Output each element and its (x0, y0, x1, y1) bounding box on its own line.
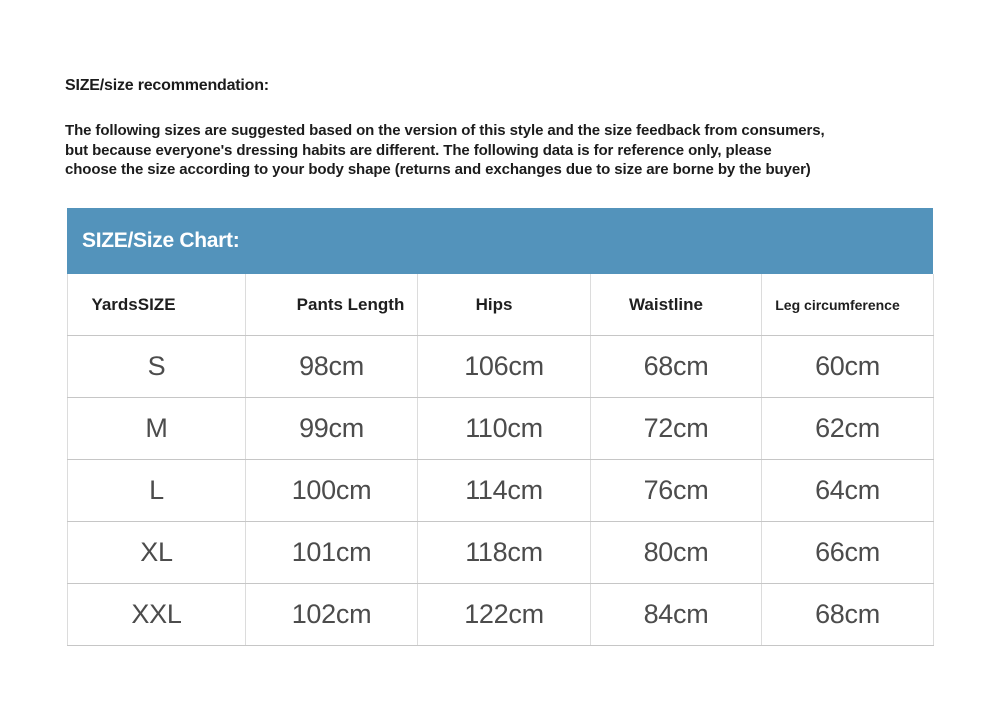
size-chart-table (67, 274, 934, 646)
table-header-row (68, 274, 934, 336)
column-header-size: YardsSIZE (68, 274, 246, 336)
hips-cell: 106cm (418, 336, 591, 398)
waistline-cell: 84cm (591, 584, 762, 646)
size-chart-title: SIZE/Size Chart: (82, 229, 240, 252)
recommendation-line-3: choose the size according to your body shape (returns and exchanges due to size are borne by the buyer) (65, 161, 811, 178)
column-header-waistline: Waistline (591, 274, 762, 336)
size-chart-banner (67, 208, 933, 274)
waistline-cell: 68cm (591, 336, 762, 398)
recommendation-paragraph (65, 121, 825, 180)
recommendation-line-1: The following sizes are suggested based on the version of this style and the size feedback from consumers, (65, 122, 825, 139)
size-cell: XXL (68, 584, 246, 646)
size-cell: XL (68, 522, 246, 584)
table-row-m (68, 398, 934, 460)
pants-length-cell: 98cm (246, 336, 418, 398)
pants-length-cell: 99cm (246, 398, 418, 460)
leg-circumference-cell: 60cm (762, 336, 934, 398)
pants-length-cell: 101cm (246, 522, 418, 584)
recommendation-line-2: but because everyone's dressing habits are different. The following data is for reference only, please (65, 141, 772, 159)
column-header-leg-circumference: Leg circumference (762, 274, 934, 336)
table-row-l (68, 460, 934, 522)
size-cell: L (68, 460, 246, 522)
table-row-xl (68, 522, 934, 584)
waistline-cell: 76cm (591, 460, 762, 522)
size-cell: S (68, 336, 246, 398)
pants-length-cell: 102cm (246, 584, 418, 646)
hips-cell: 110cm (418, 398, 591, 460)
column-header-hips: Hips (418, 274, 591, 336)
column-header-pants-length: Pants Length (246, 274, 418, 336)
hips-cell: 118cm (418, 522, 591, 584)
leg-circumference-cell: 62cm (762, 398, 934, 460)
recommendation-heading: SIZE/size recommendation: (65, 77, 269, 94)
leg-circumference-cell: 64cm (762, 460, 934, 522)
waistline-cell: 72cm (591, 398, 762, 460)
leg-circumference-cell: 68cm (762, 584, 934, 646)
hips-cell: 114cm (418, 460, 591, 522)
table-row-s (68, 336, 934, 398)
hips-cell: 122cm (418, 584, 591, 646)
waistline-cell: 80cm (591, 522, 762, 584)
leg-circumference-cell: 66cm (762, 522, 934, 584)
size-cell: M (68, 398, 246, 460)
pants-length-cell: 100cm (246, 460, 418, 522)
table-row-xxl (68, 584, 934, 646)
